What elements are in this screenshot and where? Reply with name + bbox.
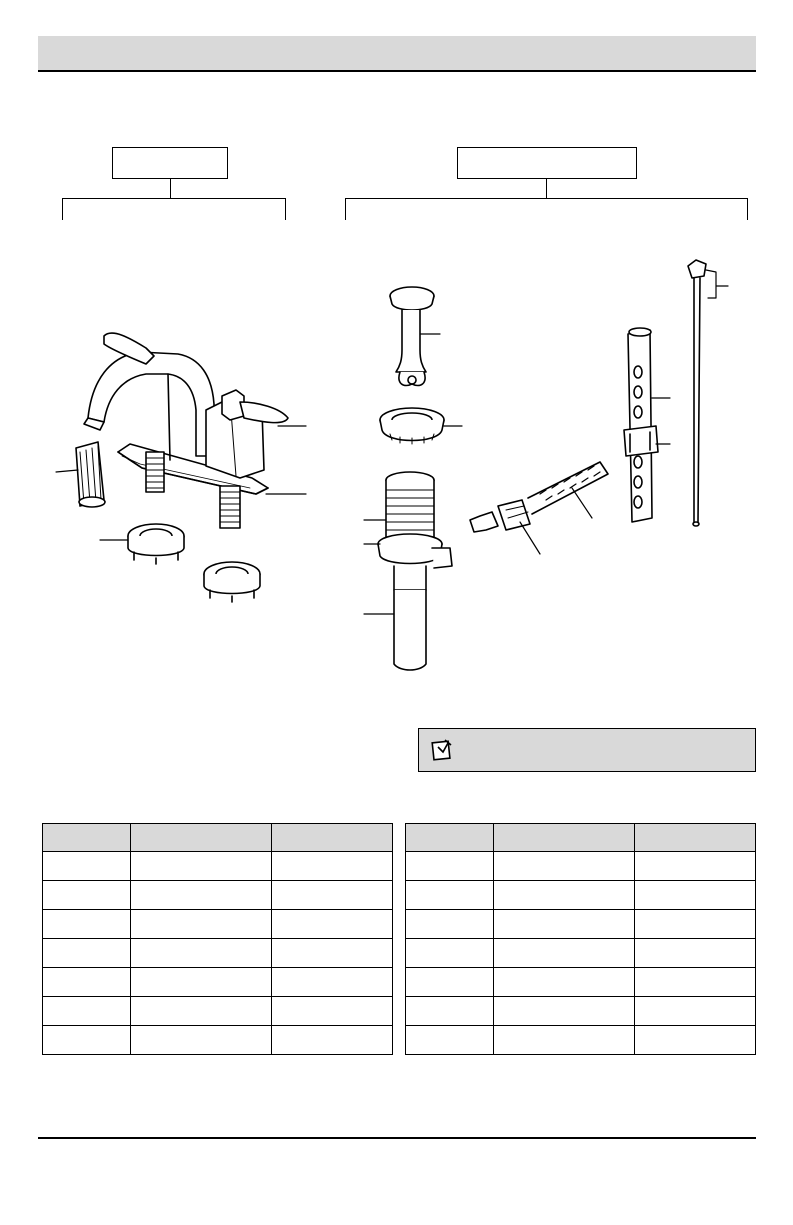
table-cell (493, 910, 635, 939)
table-cell (272, 881, 393, 910)
table-cell (635, 997, 756, 1026)
lift-rod-illustration (688, 260, 706, 526)
table-cell (43, 852, 131, 881)
table-cell (130, 881, 272, 910)
faucet-illustration (84, 333, 288, 528)
table-cell (272, 968, 393, 997)
table-cell (272, 910, 393, 939)
table-cell (635, 939, 756, 968)
table-cell (406, 852, 494, 881)
table-cell (635, 881, 756, 910)
column-header (272, 824, 393, 852)
table-row (406, 910, 756, 939)
table-cell (43, 881, 131, 910)
table-cell (635, 968, 756, 997)
table-cell (406, 1026, 494, 1055)
parts-table-right (405, 823, 756, 1055)
footer-rule (38, 1137, 756, 1139)
flange-illustration (380, 408, 444, 444)
table-cell (272, 1026, 393, 1055)
table-cell (43, 939, 131, 968)
parts-table-left (42, 823, 393, 1055)
table-cell (272, 997, 393, 1026)
table-cell (635, 1026, 756, 1055)
table-row (43, 1026, 393, 1055)
table-cell (130, 997, 272, 1026)
table-row (43, 852, 393, 881)
table-row (406, 939, 756, 968)
mounting-nut-illustration-2 (204, 562, 260, 602)
table-cell (406, 968, 494, 997)
table-cell (406, 910, 494, 939)
pivot-rod-illustration (470, 462, 608, 532)
table-row (43, 881, 393, 910)
column-header (43, 824, 131, 852)
column-header (635, 824, 756, 852)
table-cell (635, 910, 756, 939)
note-box (418, 728, 756, 772)
table-cell (130, 1026, 272, 1055)
table-row (406, 852, 756, 881)
spring-clip-illustration (624, 426, 658, 456)
table-row (43, 910, 393, 939)
table-cell (43, 910, 131, 939)
table-row (43, 997, 393, 1026)
table-header-row (406, 824, 756, 852)
table-cell (406, 881, 494, 910)
column-header (406, 824, 494, 852)
table-cell (493, 1026, 635, 1055)
table-cell (43, 997, 131, 1026)
table-header-row (43, 824, 393, 852)
mounting-nut-illustration-1 (128, 524, 184, 564)
table-cell (493, 968, 635, 997)
table-cell (130, 910, 272, 939)
table-cell (130, 968, 272, 997)
table-cell (272, 939, 393, 968)
note-pad-icon (431, 739, 453, 761)
clevis-strap-illustration (628, 328, 652, 522)
aerator-illustration (76, 442, 105, 507)
table-row (406, 997, 756, 1026)
table-cell (130, 939, 272, 968)
table-row (406, 1026, 756, 1055)
column-header (130, 824, 272, 852)
table-cell (493, 852, 635, 881)
table-cell (493, 997, 635, 1026)
table-cell (635, 852, 756, 881)
table-row (406, 968, 756, 997)
table-row (43, 968, 393, 997)
column-header (493, 824, 635, 852)
table-cell (130, 852, 272, 881)
table-cell (43, 968, 131, 997)
table-cell (43, 1026, 131, 1055)
pop-up-stopper-illustration (390, 287, 434, 386)
table-cell (493, 939, 635, 968)
drain-body-illustration (378, 472, 452, 670)
table-cell (493, 881, 635, 910)
table-cell (406, 997, 494, 1026)
table-cell (272, 852, 393, 881)
table-row (43, 939, 393, 968)
table-cell (406, 939, 494, 968)
table-row (406, 881, 756, 910)
